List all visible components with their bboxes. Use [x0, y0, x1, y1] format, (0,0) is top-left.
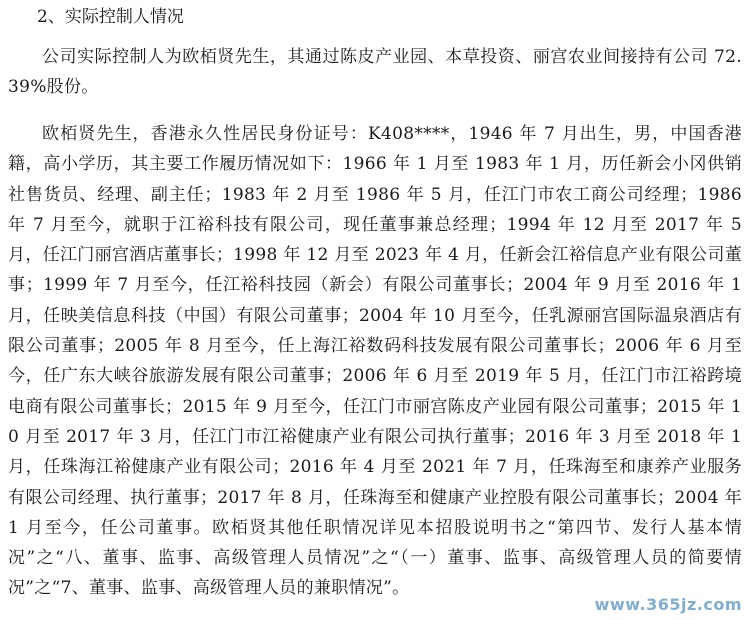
- site-watermark: www.365jz.com: [594, 595, 742, 614]
- paragraph-controller-biography: 欧栢贤先生，香港永久性居民身份证号：K408****，1946 年 7 月出生，男，中国香港籍，高小学历，其主要工作履历情况如下：1966 年 1 月至 1983 年 1 月，历任新会小冈供销社售货员、经理、副主任；1983 年 2 月至 1986 年 5 月，任江门市农工商公司经理；1986 年 7 月至今，就职于江裕科技有限公司，现任董事兼总经理；1994 年 12 月至 2017 年 5 月，任江门丽宫酒店董事长；1998 年 12 月至 2023 年 4 月，任新会江裕信息产业有限公司董事；1999 年 7 月至今，任江裕科技园（新会）有限公司董事长；2004 年 9 月至 2016 年 1 月，任映美信息科技（中国）有限公司董事；2004 年 10 月至今，任乳源丽宫国际温泉酒店有限公司董事；2005 年 8 月至今，任上海江裕数码科技发展有限公司董事长；2006 年 6 月至今，任广东大峡谷旅游发展有限公司董事；2006 年 6 月至 2019 年 5 月，任江门市江裕跨境电商有限公司董事长；2015 年 9 月至今，任江门市丽宫陈皮产业园有限公司董事；2015 年 10 月至 2017 年 3 月，任江门市江裕健康产业有限公司执行董事；2016 年 3 月至 2018 年 1 月，任珠海江裕健康产业有限公司；2016 年 4 月至 2021 年 7 月，任珠海至和康养产业服务有限公司经理、执行董事；2017 年 8 月，任珠海至和健康产业控股有限公司董事长；2004 年 1 月至今，任公司董事。欧栢贤其他任职情况详见本招股说明书之“第四节、发行人基本情况”之“八、董事、监事、高级管理人员情况”之“（一）董事、监事、高级管理人员的简要情况”之“7、董事、监事、高级管理人员的兼职情况”。: [8, 124, 742, 599]
- section-heading: 2、实际控制人情况: [37, 7, 184, 27]
- paragraph-controller-summary: 公司实际控制人为欧栢贤先生，其通过陈皮产业园、本草投资、丽宫农业间接持有公司 72.39%股份。: [8, 47, 742, 98]
